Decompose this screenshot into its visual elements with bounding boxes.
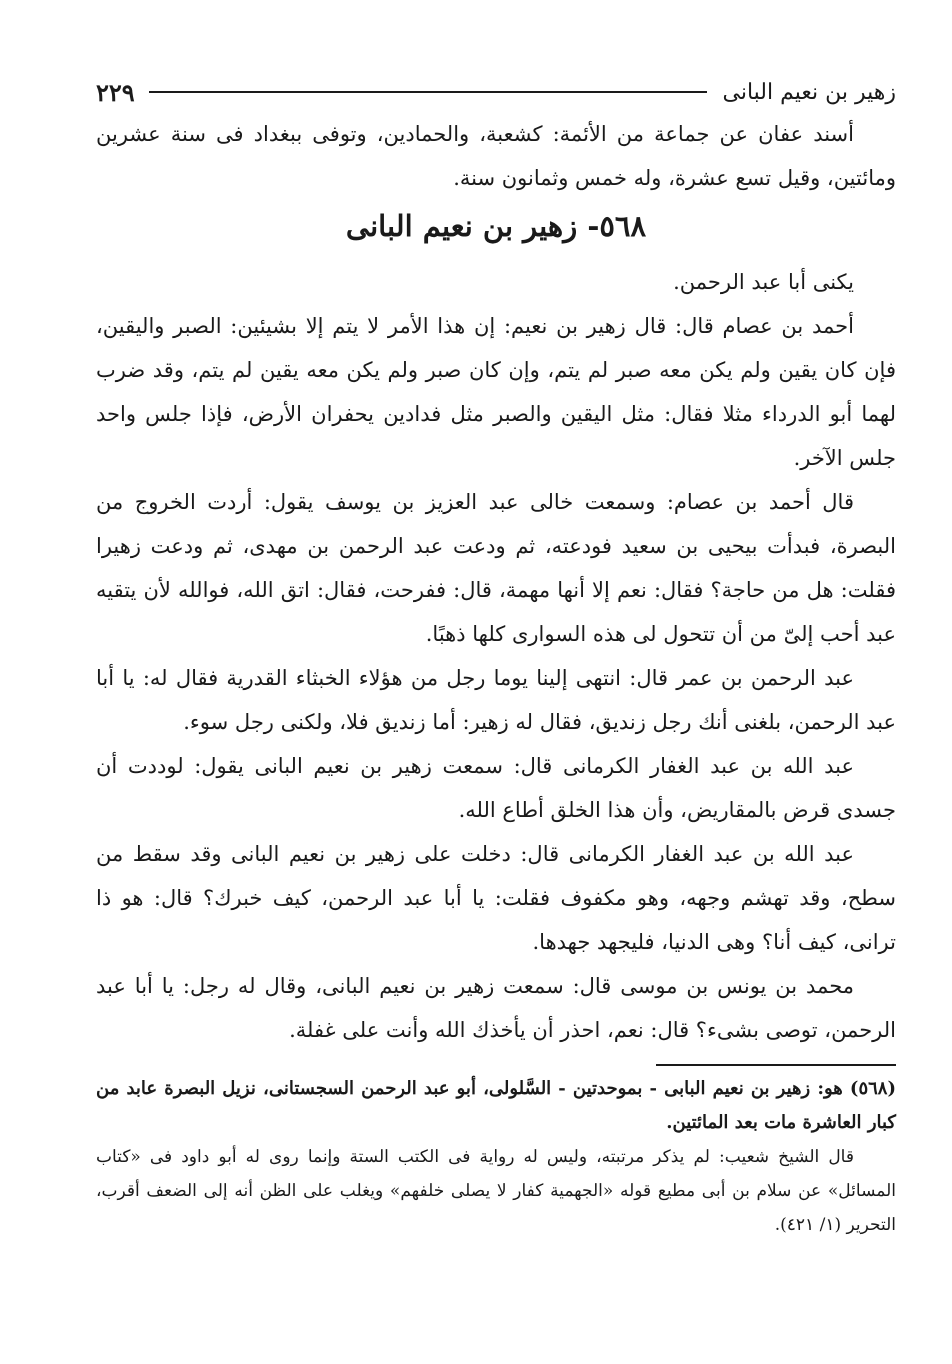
body-paragraph: قال أحمد بن عصام: وسمعت خالى عبد العزيز بن يوسف يقول: أردت الخروج من البصرة، فبدأت بيحيى بن سعيد فودعته، ثم ودعت عبد الرحمن بن مهدى، ثم ودعت زهيرا فقلت: هل من حاجة؟ فقال: نعم إلا أنها مهمة، قال: ففرحت، فقال: اتق الله، فوالله لأن يتقيه عبد أحب إلىّ من أن تتحول لى هذه السوارى كلها ذهبًا. xyxy=(96,490,896,646)
body-paragraph: محمد بن يونس بن موسى قال: سمعت زهير بن نعيم البانى، وقال له رجل: يا أبا عبد الرحمن، توصى بشىء؟ قال: نعم، احذر أن يأخذك الله وأنت على غفلة. xyxy=(96,974,896,1042)
body-paragraph: يكنى أبا عبد الرحمن. xyxy=(673,270,854,294)
body-paragraph: أحمد بن عصام قال: قال زهير بن نعيم: إن هذا الأمر لا يتم إلا بشيئين: الصبر واليقين، فإن كان يقين ولم يكن معه صبر لم يتم، وإن كان صبر ولم يكن معه يقين لم يتم، وقد ضرب لهما أبو الدرداء مثلا فقال: مثل اليقين والصبر مثل فدادين يحفران الأرض، فإذا جلس واحد جلس الآخر. xyxy=(96,314,896,470)
body-paragraph: عبد الله بن عبد الغفار الكرمانى قال: دخلت على زهير بن نعيم البانى وقد سقط من سطح، وقد تهشم وجهه، وهو مكفوف فقلت: يا أبا عبد الرحمن، كيف خبرك؟ قال: هو ذا ترانى، كيف أنا؟ وهى الدنيا، فليجهد جهدها. xyxy=(96,842,896,954)
running-title: زهير بن نعيم البانى xyxy=(713,80,897,105)
intro-paragraph: أسند عفان عن جماعة من الأئمة: كشعبة، والحمادين، وتوفى ببغداد فى سنة عشرين ومائتين، وقيل تسع عشرة، وله خمس وثمانون سنة. xyxy=(96,122,896,190)
footnote-rule xyxy=(656,1064,896,1066)
body-paragraph: عبد الرحمن بن عمر قال: انتهى إلينا يوما رجل من هؤلاء الخبثاء القدرية فقال له: يا أبا عبد الرحمن، بلغنى أنك رجل زنديق، فقال له زهير: أما زنديق فلا، ولكنى رجل سوء. xyxy=(96,666,896,734)
footnote-text: قال الشيخ شعيب: لم يذكر مرتبته، وليس له رواية فى الكتب الستة وإنما روى له أبو داود فى «كتاب المسائل» عن سلام بن أبى مطيع قوله «الجهمية كفار لا يصلى خلفهم» ويغلب على الظن أنه إلى الضعف أقرب، التحرير (١/ ٤٢١). xyxy=(96,1147,896,1235)
book-page xyxy=(96,72,896,1312)
footnote-separator xyxy=(96,1052,896,1072)
body-paragraph: عبد الله بن عبد الغفار الكرمانى قال: سمعت زهير بن نعيم البانى يقول: لوددت أن جسدى قرض بالمقاريض، وأن هذا الخلق أطاع الله. xyxy=(96,754,896,822)
running-header xyxy=(96,72,896,112)
footnote-bold: (٥٦٨) هو: زهير بن نعيم البابى - بموحدتين - السَّلولى، أبو عبد الرحمن السجستانى، نزيل البصرة عابد من كبار العاشرة مات بعد المائتين. xyxy=(96,1078,896,1133)
page-number: ٢٢٩ xyxy=(96,77,135,107)
header-rule xyxy=(149,91,707,93)
entry-heading: ٥٦٨- زهير بن نعيم البانى xyxy=(345,209,647,243)
